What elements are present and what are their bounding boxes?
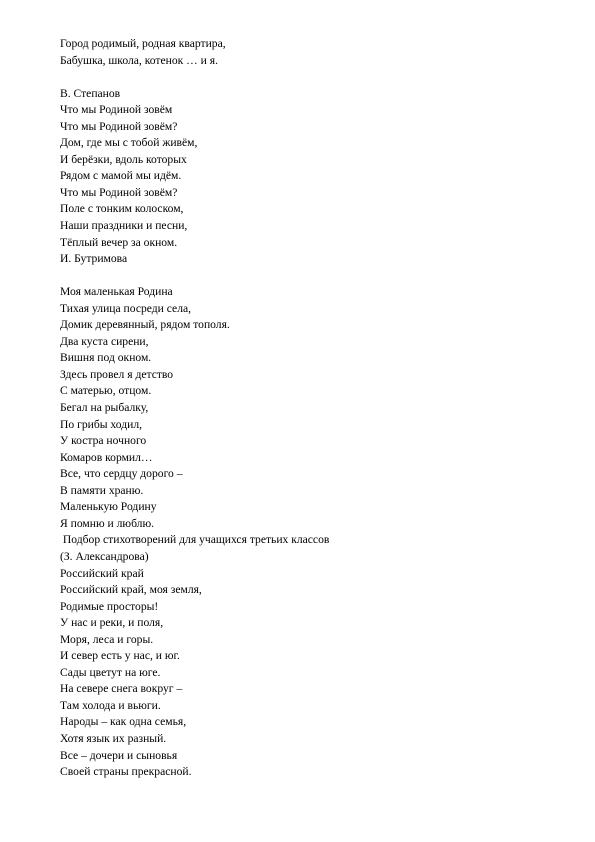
text-line: Российский край [60,566,144,580]
text-line: С матерью, отцом. [60,384,152,398]
text-line: Хотя язык их разный. [60,731,167,745]
text-line: Народы – как одна семья, [60,715,187,729]
text-line: Город родимый, родная квартира, [60,37,226,50]
text-line: У нас и реки, и поля, [60,616,164,630]
text-line: Здесь провел я детство [60,367,174,381]
text-line: Маленькую Родину [60,500,157,514]
text-line: Бабушка, школа, котенок … и я. [60,53,218,67]
text-line: У костра ночного [60,434,147,448]
text-line: Вишня под окном. [60,351,152,365]
text-line: Подбор стихотворений для учащихся третьих классов [60,533,330,547]
text-line: В памяти храню. [60,483,144,497]
text-line: В. Степанов [60,86,121,100]
text-line: (З. Александрова) [60,549,149,563]
text-line: Российский край, моя земля, [60,583,202,597]
text-line: Своей страны прекрасной. [60,765,192,779]
text-line: И. Бутримова [60,252,128,266]
text-line: Бегал на рыбалку, [60,401,149,415]
text-line: Домик деревянный, рядом тополя. [60,318,230,332]
blank-line [60,69,560,86]
text-line: Все – дочери и сыновья [60,748,178,762]
text-line: Рядом с мамой мы идём. [60,169,182,183]
text-line: Все, что сердцу дорого – [60,467,183,481]
text-line: И север есть у нас, и юг. [60,649,180,663]
text-line: Моря, леса и горы. [60,632,154,646]
text-line: Наши праздники и песни, [60,219,188,233]
text-line: Что мы Родиной зовём? [60,119,178,133]
text-line: Я помню и люблю. [60,516,155,530]
text-line: Сады цветут на юге. [60,665,161,679]
text-line: Моя маленькая Родина [60,285,173,299]
text-line: Что мы Родиной зовём [60,103,173,117]
text-line: И берёзки, вдоль которых [60,152,187,166]
text-line: Родимые просторы! [60,599,159,613]
text-line: По грибы ходил, [60,417,143,431]
blank-line [60,268,560,285]
text-line: Там холода и вьюги. [60,698,161,712]
text-line: На севере снега вокруг – [60,682,183,696]
text-line: Что мы Родиной зовём? [60,185,178,199]
text-line: Тихая улица посреди села, [60,301,192,315]
text-line: Тёплый вечер за окном. [60,235,178,249]
text-line: Поле с тонким колоском, [60,202,184,216]
text-line: Комаров кормил… [60,450,153,464]
poem-text-block [60,36,560,781]
text-line: Два куста сирени, [60,334,149,348]
text-line: Дом, где мы с тобой живём, [60,136,198,150]
